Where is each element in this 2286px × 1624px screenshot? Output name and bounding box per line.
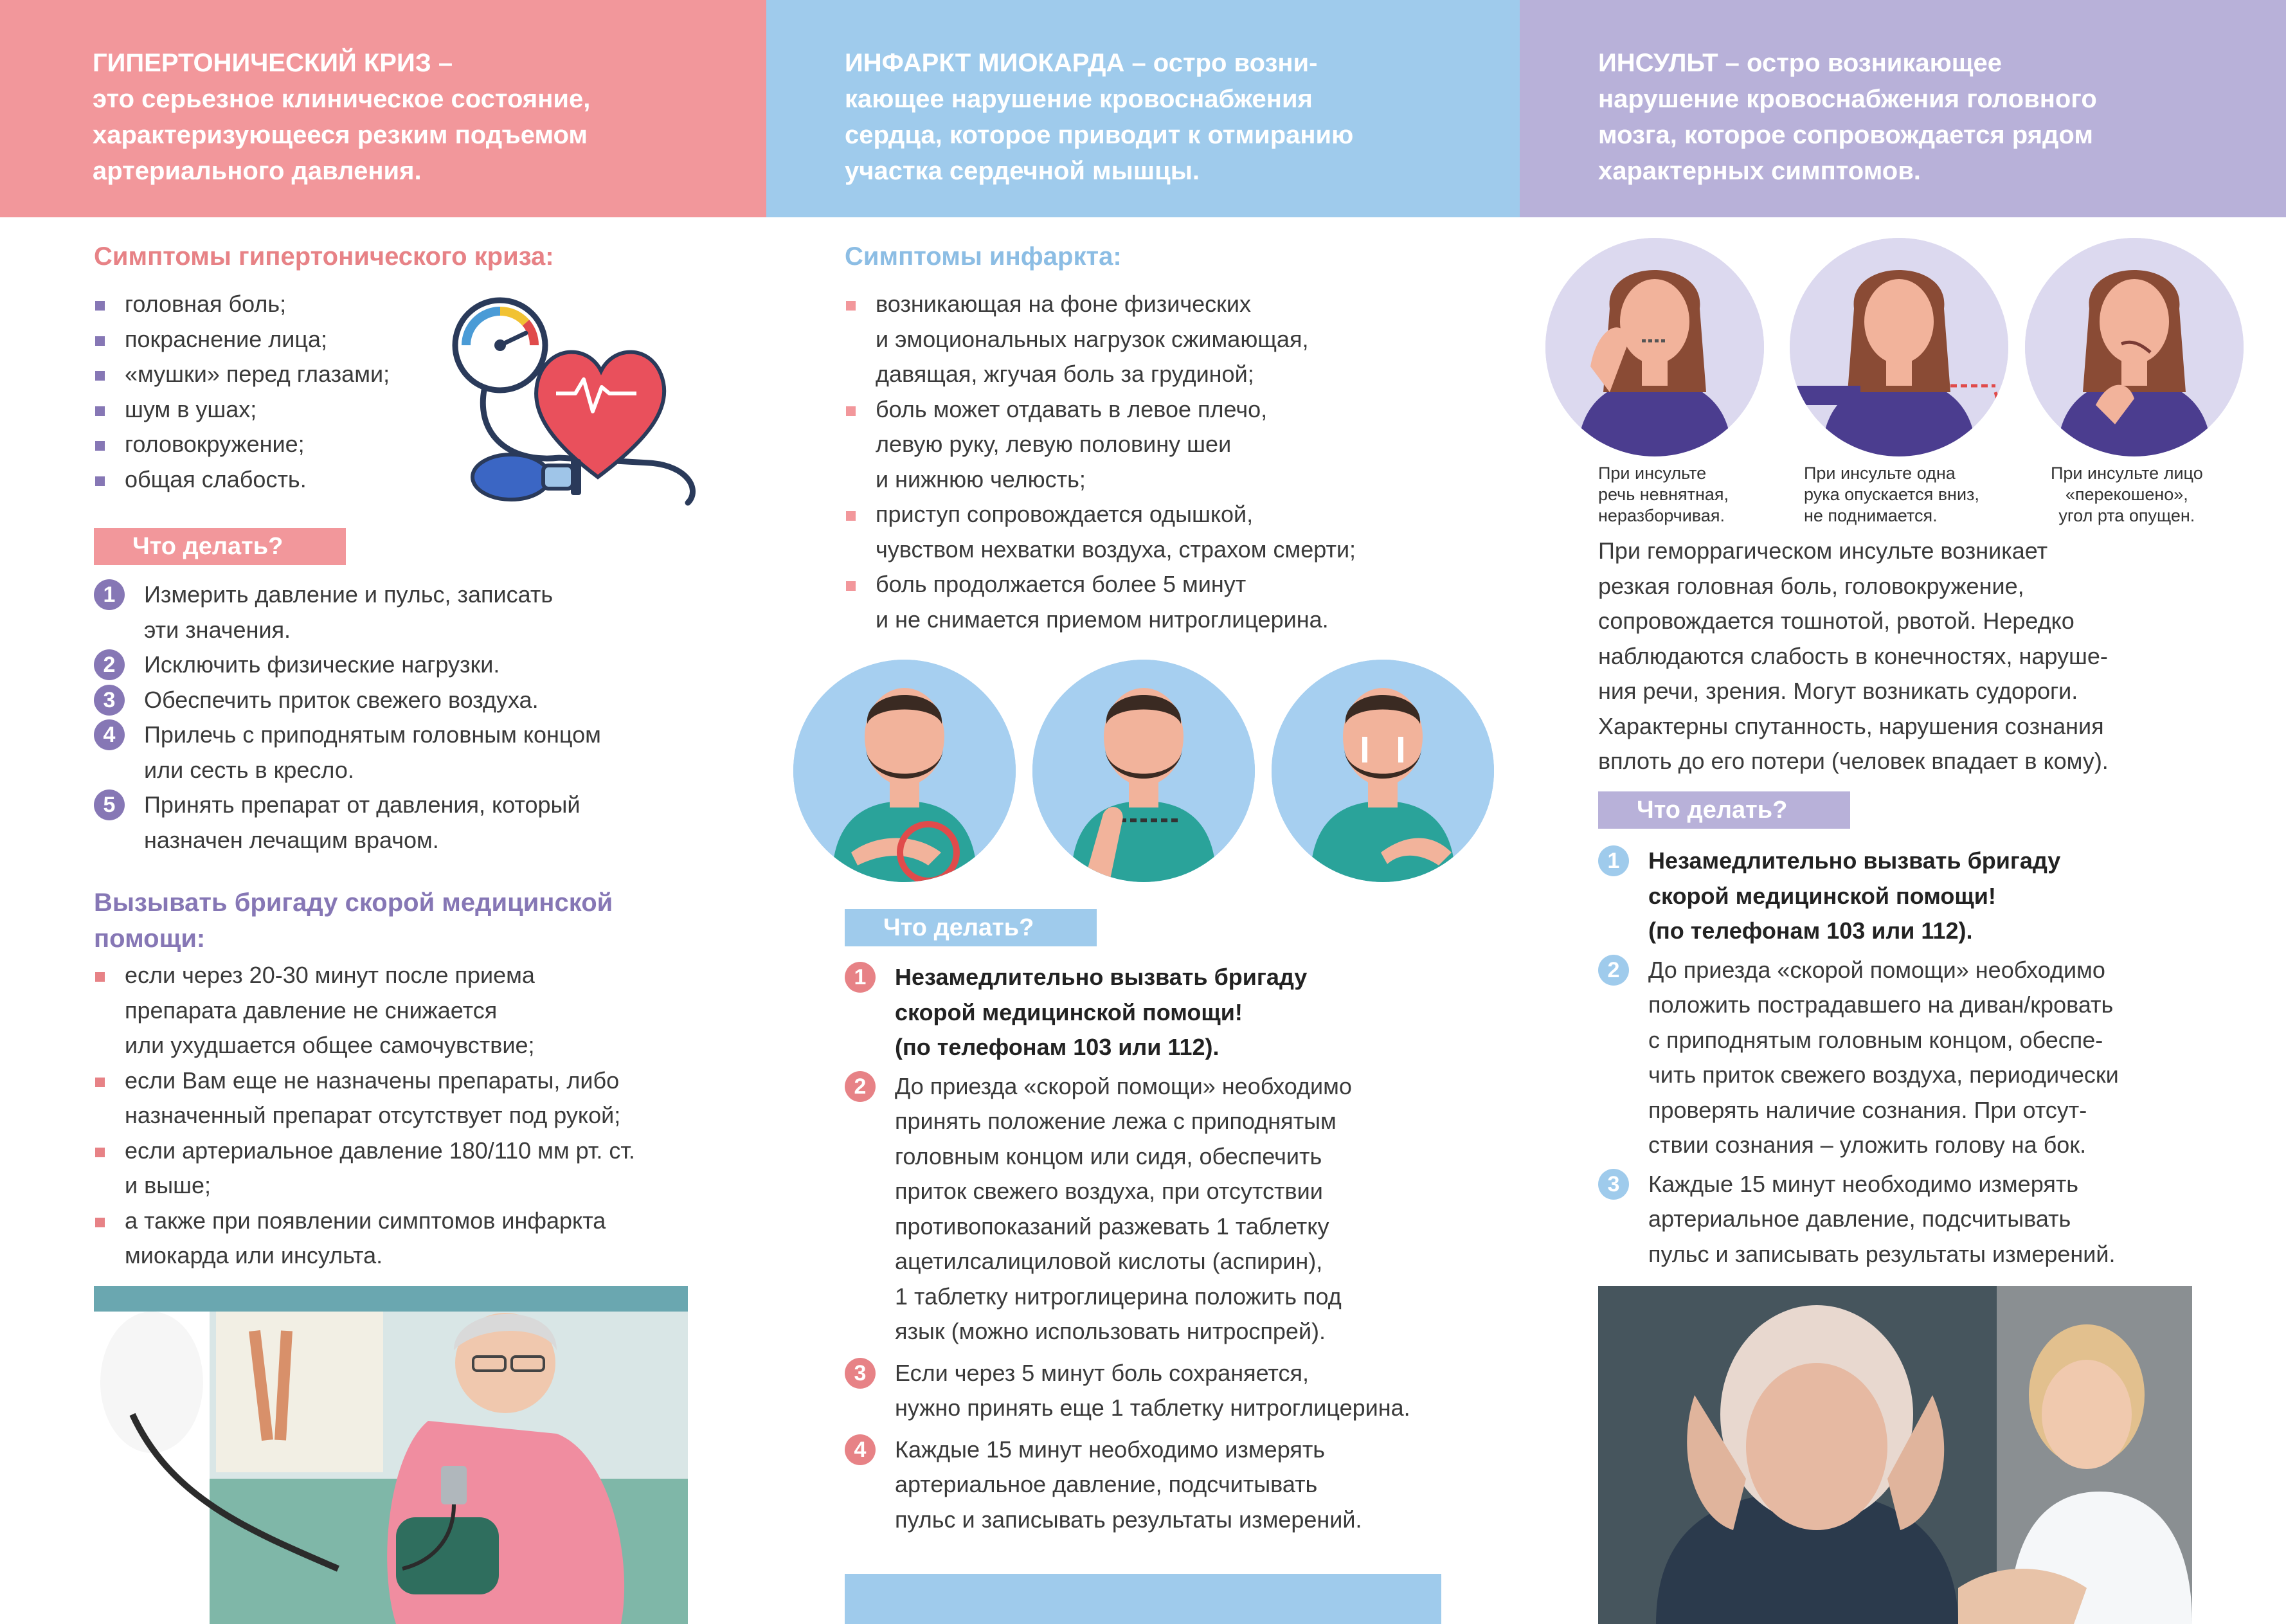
step-line: До приезда «скорой помощи» необходимо: [895, 1072, 1352, 1099]
header-line: артериального давления.: [93, 157, 422, 185]
step-line: Каждые 15 минут необходимо измерять: [895, 1436, 1326, 1463]
bullet-square-icon: [846, 511, 856, 521]
step-line: Незамедлительно вызвать бригаду: [1648, 847, 2061, 874]
step-number-badge: 2: [94, 649, 125, 680]
heart-tonometer-illustration: [444, 297, 714, 509]
what-to-do-bar: Что делать?: [1598, 791, 1850, 829]
step-item: [845, 960, 1507, 1065]
header-line: сердца, которое приводит к отмиранию: [845, 121, 1354, 149]
list-item: [94, 462, 454, 498]
step-item: [1598, 844, 2273, 949]
slurred-speech-caption: [1598, 463, 1729, 527]
list-item-text: головокружение;: [125, 431, 305, 457]
bullet-square-icon: [846, 406, 856, 416]
footer-bar: [845, 1574, 1441, 1624]
header-line: ГИПЕРТОНИЧЕСКИЙ КРИЗ –: [93, 49, 453, 77]
bullet-square-icon: [846, 581, 856, 591]
bullet-square-icon: [95, 406, 105, 416]
drooping-face-caption: [2051, 463, 2203, 527]
hypertension-steps: [94, 577, 750, 858]
list-line: а также при появлении симптомов инфаркта: [125, 1207, 606, 1234]
bullet-square-icon: [95, 1078, 105, 1087]
step-line: головным концом или сидя, обеспечить: [895, 1142, 1322, 1169]
caption-line: «перекошено»,: [2065, 485, 2188, 504]
header-line: участка сердечной мышцы.: [845, 157, 1200, 185]
list-item-text: общая слабость.: [125, 465, 307, 492]
step-line: ствии сознания – уложить голову на бок.: [1648, 1132, 2087, 1158]
myocardial-infarction-column: [766, 0, 1520, 1624]
list-line: миокарда или инсульта.: [125, 1242, 383, 1268]
bullet-square-icon: [95, 371, 105, 381]
list-item: [94, 1063, 756, 1133]
list-item: [94, 1133, 756, 1204]
step-line: ацетилсалициловой кислоты (аспирин),: [895, 1248, 1323, 1274]
step-item: [94, 717, 750, 788]
bullet-square-icon: [95, 301, 105, 311]
step-line: Исключить физические нагрузки.: [144, 651, 500, 678]
list-item: [845, 567, 1500, 637]
bullet-square-icon: [95, 1218, 105, 1227]
list-line: если артериальное давление 180/110 мм рт. ст.: [125, 1137, 635, 1164]
title-line: Вызывать бригаду скорой медицинской: [94, 889, 613, 917]
list-line: давящая, жгучая боль за грудиной;: [876, 361, 1254, 387]
step-item: [94, 577, 750, 647]
list-item-text: головная боль;: [125, 291, 287, 317]
step-line: Обеспечить приток свежего воздуха.: [144, 686, 539, 713]
list-item: [94, 287, 454, 322]
list-item: [94, 1204, 756, 1274]
call-ambulance-title: [94, 885, 613, 957]
stroke-header: [1520, 0, 2286, 217]
step-line: (по телефонам 103 или 112).: [895, 1034, 1220, 1060]
title-line: помощи:: [94, 925, 206, 953]
step-line: артериальное давление, подсчитывать: [1648, 1205, 2071, 1232]
paragraph-line: сопровождается тошнотой, рвотой. Нередко: [1598, 608, 2074, 634]
bullet-square-icon: [95, 1148, 105, 1157]
step-item: [845, 1069, 1507, 1349]
step-line: Прилечь с приподнятым головным концом: [144, 721, 601, 748]
anxiety-illustration: [1272, 660, 1494, 882]
step-line: чить приток свежего воздуха, периодически: [1648, 1061, 2119, 1088]
infarction-symptoms-list: [845, 287, 1500, 637]
step-number-badge: 2: [1598, 955, 1629, 986]
step-line: До приезда «скорой помощи» необходимо: [1648, 956, 2105, 983]
paragraph-line: вплоть до его потери (человек впадает в кому).: [1598, 748, 2109, 774]
header-line: нарушение кровоснабжения головного: [1598, 85, 2097, 113]
step-item: [1598, 953, 2273, 1163]
list-line: если через 20-30 минут после приема: [125, 962, 535, 988]
list-item: [94, 427, 454, 462]
woman-with-headache-photo: [1598, 1286, 2192, 1624]
hypertension-symptoms-title: Симптомы гипертонического криза:: [94, 242, 554, 271]
step-number-badge: 2: [845, 1071, 876, 1102]
infarction-header: [766, 0, 1520, 217]
hypertensive-crisis-column: [0, 0, 766, 1624]
list-line: боль может отдавать в левое плечо,: [876, 395, 1268, 422]
step-line: Незамедлительно вызвать бригаду: [895, 964, 1308, 990]
step-item: [94, 788, 750, 858]
step-number-badge: 1: [845, 962, 876, 993]
step-item: [845, 1432, 1507, 1538]
what-to-do-bar: Что делать?: [94, 528, 346, 565]
step-line: Если через 5 минут боль сохраняется,: [895, 1359, 1309, 1386]
bullet-square-icon: [95, 441, 105, 451]
list-line: чувством нехватки воздуха, страхом смерти;: [876, 536, 1356, 563]
stroke-column: [1520, 0, 2286, 1624]
caption-line: угол рта опущен.: [2058, 506, 2195, 525]
header-text: [93, 45, 735, 189]
infarction-steps: [845, 960, 1507, 1537]
step-line: противопоказаний разжевать 1 таблетку: [895, 1213, 1329, 1240]
step-line: проверять наличие сознания. При отсут-: [1648, 1096, 2087, 1123]
caption-line: рука опускается вниз,: [1804, 485, 1979, 504]
header-line: характеризующееся резким подъемом: [93, 121, 588, 149]
hemorrhagic-stroke-paragraph: [1598, 534, 2267, 779]
doctor-measuring-pressure-photo: [94, 1286, 688, 1624]
list-line: возникающая на фоне физических: [876, 291, 1251, 317]
list-item: [845, 287, 1500, 392]
step-item: [845, 1356, 1507, 1426]
bullet-square-icon: [95, 972, 105, 982]
breathlessness-illustration: [1032, 660, 1255, 882]
header-line: кающее нарушение кровоснабжения: [845, 85, 1313, 113]
header-line: характерных симптомов.: [1598, 157, 1921, 185]
step-line: с приподнятым головным концом, обеспе-: [1648, 1026, 2103, 1053]
call-ambulance-list: [94, 958, 756, 1274]
caption-line: При инсульте: [1598, 464, 1707, 483]
paragraph-line: ния речи, зрения. Могут возникать судороги.: [1598, 678, 2078, 704]
step-line: приток свежего воздуха, при отсутствии: [895, 1178, 1323, 1204]
step-item: [94, 647, 750, 683]
list-item: [94, 958, 756, 1063]
header-text: [845, 45, 1488, 189]
step-number-badge: 1: [1598, 845, 1629, 876]
step-line: 1 таблетку нитроглицерина положить под: [895, 1283, 1342, 1310]
step-line: скорой медицинской помощи!: [895, 998, 1243, 1025]
list-line: и нижнюю челюсть;: [876, 465, 1086, 492]
step-line: эти значения.: [144, 616, 291, 643]
bullet-square-icon: [95, 476, 105, 486]
step-line: Каждые 15 минут необходимо измерять: [1648, 1170, 2079, 1197]
step-line: Измерить давление и пульс, записать: [144, 581, 554, 608]
list-item: [845, 497, 1500, 567]
chest-pain-illustration: [793, 660, 1016, 882]
step-number-badge: 3: [94, 685, 125, 716]
step-line: нужно принять еще 1 таблетку нитроглицерина.: [895, 1394, 1410, 1421]
step-line: пульс и записывать результаты измерений.: [1648, 1240, 2116, 1267]
step-line: пульс и записывать результаты измерений.: [895, 1506, 1362, 1533]
step-line: или сесть в кресло.: [144, 756, 354, 783]
hypertensive-crisis-header: [0, 0, 766, 217]
step-line: положить пострадавшего на диван/кровать: [1648, 991, 2114, 1018]
list-line: приступ сопровождается одышкой,: [876, 501, 1254, 527]
step-item: [94, 683, 750, 718]
step-number-badge: 5: [94, 789, 125, 820]
list-line: и эмоциональных нагрузок сжимающая,: [876, 325, 1309, 352]
step-number-badge: 3: [845, 1358, 876, 1389]
step-line: артериальное давление, подсчитывать: [895, 1471, 1318, 1497]
paragraph-line: резкая головная боль, головокружение,: [1598, 572, 2024, 599]
paragraph-line: наблюдаются слабость в конечностях, наруше-: [1598, 642, 2108, 669]
header-line: ИНСУЛЬТ – остро возникающее: [1598, 49, 2003, 77]
header-line: ИНФАРКТ МИОКАРДА – остро возни-: [845, 49, 1318, 77]
step-line: Принять препарат от давления, который: [144, 791, 580, 818]
drooping-face-illustration: [2025, 238, 2244, 456]
header-line: это серьезное клиническое состояние,: [93, 85, 591, 113]
bullet-square-icon: [95, 336, 105, 346]
arm-drop-illustration: [1790, 238, 2008, 456]
list-item: [94, 357, 454, 392]
step-line: скорой медицинской помощи!: [1648, 882, 1996, 909]
step-number-badge: 4: [94, 719, 125, 750]
list-line: левую руку, левую половину шеи: [876, 431, 1232, 457]
caption-line: не поднимается.: [1804, 506, 1938, 525]
list-item: [94, 322, 454, 357]
what-to-do-bar: Что делать?: [845, 909, 1097, 946]
caption-line: При инсульте лицо: [2051, 464, 2203, 483]
infarction-symptoms-title: Симптомы инфаркта:: [845, 242, 1122, 271]
arm-drop-caption: [1804, 463, 1979, 527]
list-line: или ухудшается общее самочувствие;: [125, 1032, 535, 1058]
step-line: (по телефонам 103 или 112).: [1648, 917, 1973, 944]
bullet-square-icon: [846, 301, 856, 311]
step-line: назначен лечащим врачом.: [144, 826, 439, 853]
step-number-badge: 3: [1598, 1169, 1629, 1200]
step-line: принять положение лежа с приподнятым: [895, 1108, 1336, 1134]
caption-line: При инсульте одна: [1804, 464, 1956, 483]
caption-line: неразборчивая.: [1598, 506, 1725, 525]
header-text: [1598, 45, 2241, 189]
list-item-text: шум в ушах;: [125, 395, 257, 422]
list-line: и не снимается приемом нитроглицерина.: [876, 606, 1329, 633]
paragraph-line: При геморрагическом инсульте возникает: [1598, 537, 2048, 564]
stroke-steps: [1598, 844, 2273, 1272]
header-line: мозга, которое сопровождается рядом: [1598, 121, 2093, 149]
list-line: назначенный препарат отсутствует под рукой;: [125, 1102, 621, 1128]
slurred-speech-illustration: [1545, 238, 1764, 456]
step-line: язык (можно использовать нитроспрей).: [895, 1318, 1326, 1344]
step-item: [1598, 1167, 2273, 1272]
list-item-text: покраснение лица;: [125, 325, 327, 352]
hypertension-symptoms-list: [94, 287, 454, 497]
list-item: [94, 392, 454, 428]
paragraph-line: Характерны спутанность, нарушения сознания: [1598, 712, 2104, 739]
list-item-text: «мушки» перед глазами;: [125, 361, 390, 387]
list-line: боль продолжается более 5 минут: [876, 571, 1246, 597]
list-line: если Вам еще не назначены препараты, либо: [125, 1067, 620, 1094]
list-line: препарата давление не снижается: [125, 997, 498, 1024]
step-number-badge: 1: [94, 579, 125, 610]
step-number-badge: 4: [845, 1434, 876, 1465]
list-line: и выше;: [125, 1172, 212, 1198]
list-item: [845, 392, 1500, 498]
caption-line: речь невнятная,: [1598, 485, 1729, 504]
